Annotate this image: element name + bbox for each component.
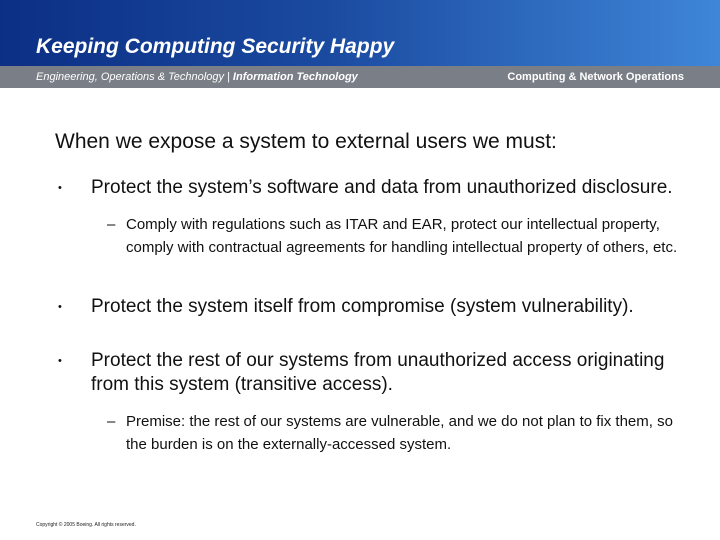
bullet-item [55, 176, 695, 200]
sub-bullet-item [55, 213, 695, 259]
bullet-marker: • [58, 182, 62, 194]
sub-bullet-marker: – [107, 216, 116, 233]
slide-title: Keeping Computing Security Happy [36, 35, 395, 58]
department-label: Computing & Network Operations [507, 71, 684, 83]
organization-prefix: Engineering, Operations & Technology | [36, 71, 233, 83]
sub-bullet-marker: – [107, 413, 116, 430]
bullet-text: Protect the rest of our systems from unauthorized access originating from this system (transitive access). [91, 350, 665, 395]
lead-statement: When we expose a system to external users we must: [55, 130, 557, 153]
organization-unit: Information Technology [232, 71, 358, 83]
sub-bullet-text: Comply with regulations such as ITAR and EAR, protect our intellectual property, comply with contractual agreements for handling intellectual property of others, etc. [126, 216, 678, 256]
bullet-marker: • [58, 355, 62, 367]
organization-label [36, 71, 358, 83]
organization-bar [0, 66, 720, 88]
bullet-text: Protect the system’s software and data from unauthorized disclosure. [91, 177, 673, 198]
bullet-item [55, 349, 695, 397]
copyright-notice: Copyright © 2005 Boeing. All rights reserved. [36, 522, 136, 528]
title-bar [0, 0, 720, 66]
sub-bullet-item [55, 410, 695, 456]
slide-content [55, 130, 695, 456]
bullet-item [55, 295, 695, 319]
bullet-text: Protect the system itself from compromise (system vulnerability). [91, 296, 634, 317]
bullet-marker: • [58, 301, 62, 313]
sub-bullet-text: Premise: the rest of our systems are vulnerable, and we do not plan to fix them, so the burden is on the externally-accessed system. [126, 413, 673, 453]
